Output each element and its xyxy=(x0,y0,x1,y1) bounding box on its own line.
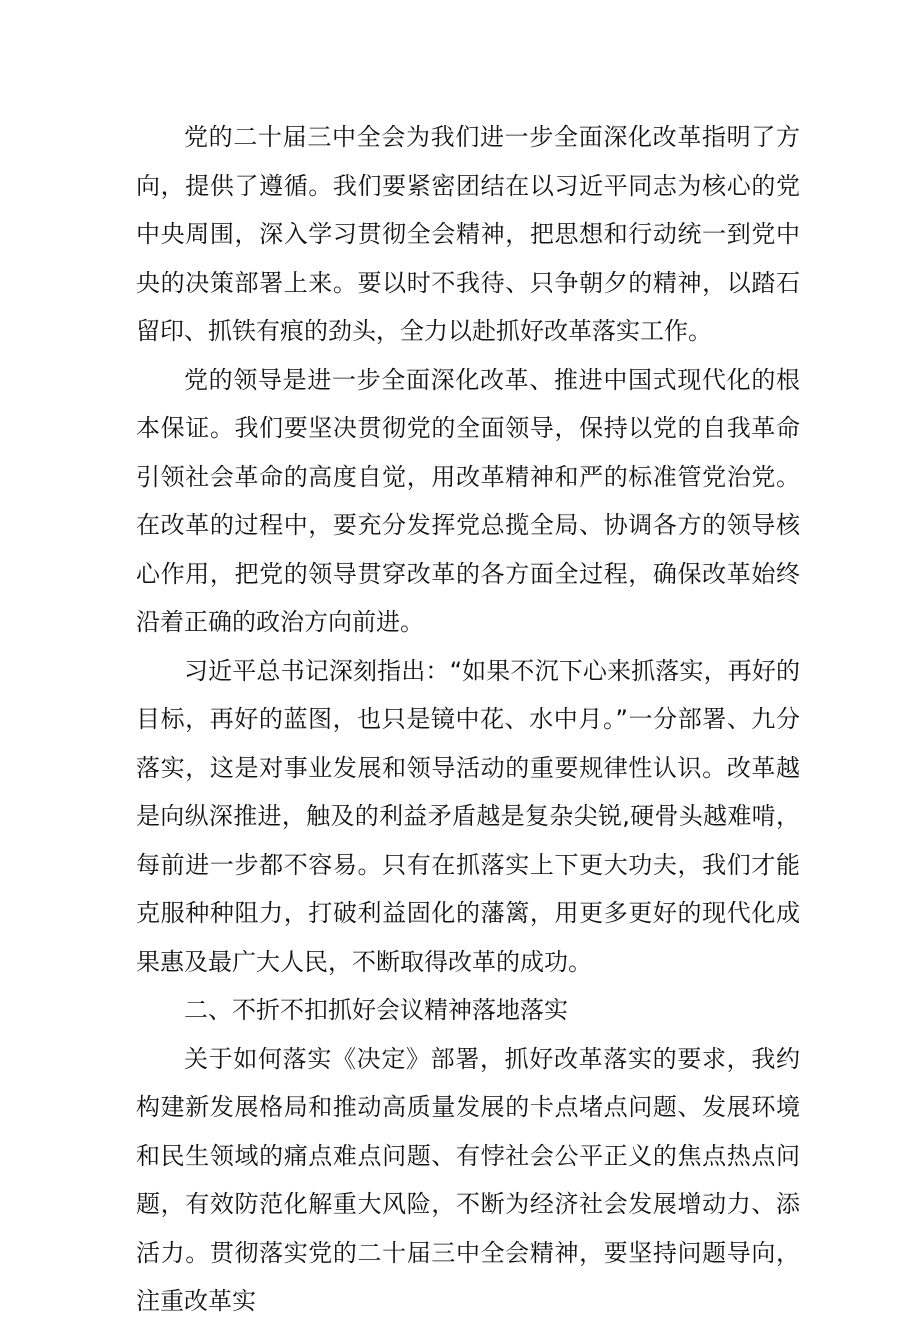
section-heading: 二、不折不扣抓好会议精神落地落实 xyxy=(184,996,568,1024)
paragraph-4: 关于如何落实《决定》部署，抓好改革落实的要求，我约构建新发展格局和推动高质量发展的卡点堵点问题、发展环境和民生领域的痛点难点问题、有悖社会公平正义的焦点热点问题，有效防范化解重大风险，不断为经济社会发展增动力、添活力。贯彻落实党的二十届三中全会精神，要坚持问题导向，注重改革实 xyxy=(136,1044,800,1315)
paragraph-3: 习近平总书记深刻指出：“如果不沉下心来抓落实，再好的目标，再好的蓝图，也只是镜中花、水中月。”一分部署、九分落实，这是对事业发展和领导活动的重要规律性认识。改革越是向纵深推进，触及的利益矛盾越是复杂尖锐,硬骨头越难啃，每前进一步都不容易。只有在抓落实上下更大功夫，我们才能克服种种阻力，打破利益固化的藩篱，用更多更好的现代化成果惠及最广大人民，不断取得改革的成功。 xyxy=(136,656,800,976)
document-body xyxy=(136,113,800,1326)
paragraph-1: 党的二十届三中全会为我们进一步全面深化改革指明了方向，提供了遵循。我们要紧密团结在以习近平同志为核心的党中央周围，深入学习贯彻全会精神，把思想和行动统一到党中央的决策部署上来。要以时不我待、只争朝夕的精神，以踏石留印、抓铁有痕的劲头，全力以赴抓好改革落实工作。 xyxy=(136,123,800,345)
paragraph-2: 党的领导是进一步全面深化改革、推进中国式现代化的根本保证。我们要坚决贯彻党的全面领导，保持以党的自我革命引领社会革命的高度自觉，用改革精神和严的标准管党治党。在改革的过程中，要充分发挥党总揽全局、协调各方的领导核心作用，把党的领导贯穿改革的各方面全过程，确保改革始终沿着正确的政治方向前进。 xyxy=(136,365,800,636)
